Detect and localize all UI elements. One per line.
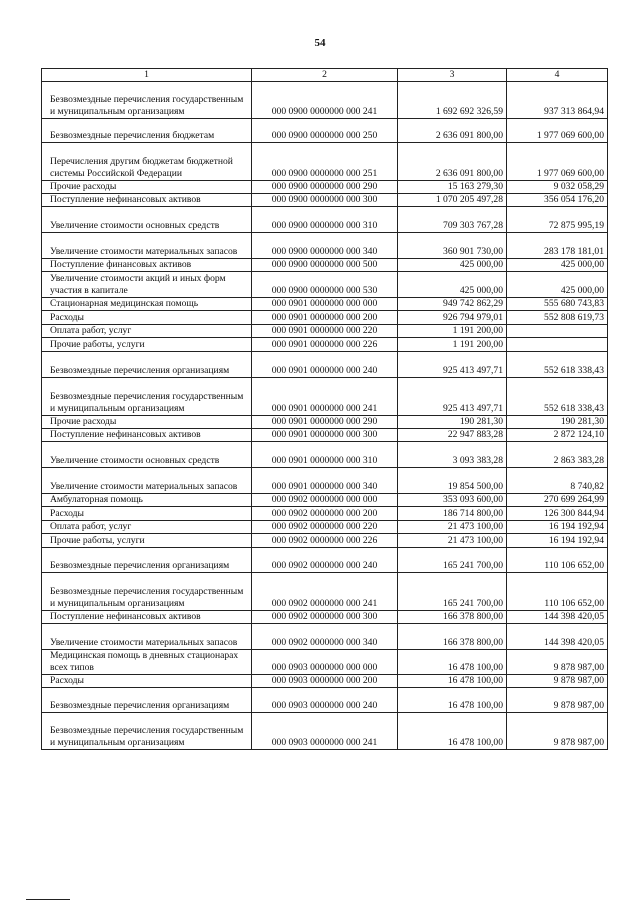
table-row — [42, 259, 608, 272]
row-value-col4: 937 313 864,94 — [507, 82, 608, 119]
table-row — [42, 521, 608, 534]
row-value-col4: 126 300 844,94 — [507, 507, 608, 521]
page-number: 54 — [314, 37, 326, 49]
row-name: Прочие расходы — [42, 181, 252, 194]
row-name: Увеличение стоимости материальных запасов — [42, 624, 252, 650]
row-value-col3: 166 378 800,00 — [398, 611, 507, 624]
row-name: Прочие работы, услуги — [42, 338, 252, 352]
row-value-col4: 555 680 743,83 — [507, 298, 608, 311]
row-value-col3: 21 473 100,00 — [398, 534, 507, 548]
column-header: 3 — [398, 69, 507, 82]
column-header: 1 — [42, 69, 252, 82]
row-name: Безвозмездные перечисления бюджетам — [42, 119, 252, 143]
table-header-row — [42, 69, 608, 82]
row-code: 000 0900 0000000 000 300 — [252, 194, 398, 207]
row-value-col3: 2 636 091 800,00 — [398, 143, 507, 181]
row-code: 000 0902 0000000 000 200 — [252, 507, 398, 521]
row-value-col4: 552 808 619,73 — [507, 311, 608, 325]
table-row — [42, 675, 608, 688]
row-name: Увеличение стоимости основных средств — [42, 207, 252, 233]
row-value-col3: 1 692 692 326,59 — [398, 82, 507, 119]
table-row — [42, 650, 608, 675]
row-name: Увеличение стоимости акций и иных форм участия в капитале — [42, 272, 252, 298]
row-value-col3: 1 070 205 497,28 — [398, 194, 507, 207]
row-name: Стационарная медицинская помощь — [42, 298, 252, 311]
row-value-col3: 21 473 100,00 — [398, 521, 507, 534]
row-value-col3: 425 000,00 — [398, 272, 507, 298]
table-row — [42, 494, 608, 507]
row-value-col4: 144 398 420,05 — [507, 624, 608, 650]
row-name: Расходы — [42, 675, 252, 688]
row-value-col4: 270 699 264,99 — [507, 494, 608, 507]
table-row — [42, 624, 608, 650]
row-name: Расходы — [42, 507, 252, 521]
row-value-col4: 2 872 124,10 — [507, 429, 608, 442]
table-row — [42, 119, 608, 143]
row-value-col4 — [507, 338, 608, 352]
row-value-col3: 16 478 100,00 — [398, 650, 507, 675]
row-name: Поступление финансовых активов — [42, 259, 252, 272]
row-value-col3: 925 413 497,71 — [398, 352, 507, 378]
row-name: Безвозмездные перечисления организациям — [42, 688, 252, 713]
row-value-col3: 16 478 100,00 — [398, 688, 507, 713]
row-code: 000 0902 0000000 000 240 — [252, 548, 398, 573]
row-code: 000 0901 0000000 000 220 — [252, 325, 398, 338]
row-code: 000 0902 0000000 000 000 — [252, 494, 398, 507]
table-row — [42, 143, 608, 181]
row-value-col4: 110 106 652,00 — [507, 548, 608, 573]
row-name: Медицинская помощь в дневных стационарах всех типов — [42, 650, 252, 675]
table-row — [42, 688, 608, 713]
row-value-col3: 925 413 497,71 — [398, 378, 507, 416]
table-row — [42, 207, 608, 233]
row-value-col4: 9 878 987,00 — [507, 675, 608, 688]
row-name: Увеличение стоимости основных средств — [42, 442, 252, 468]
row-value-col4: 425 000,00 — [507, 259, 608, 272]
row-name: Прочие работы, услуги — [42, 534, 252, 548]
row-value-col4: 9 032 058,29 — [507, 181, 608, 194]
row-name: Прочие расходы — [42, 416, 252, 429]
row-value-col4: 1 977 069 600,00 — [507, 143, 608, 181]
row-code: 000 0901 0000000 000 000 — [252, 298, 398, 311]
row-name: Поступление нефинансовых активов — [42, 429, 252, 442]
row-value-col3: 186 714 800,00 — [398, 507, 507, 521]
footnote-divider — [26, 899, 70, 900]
row-code: 000 0903 0000000 000 000 — [252, 650, 398, 675]
row-value-col4: 552 618 338,43 — [507, 378, 608, 416]
row-code: 000 0902 0000000 000 241 — [252, 573, 398, 611]
row-code: 000 0901 0000000 000 226 — [252, 338, 398, 352]
table-row — [42, 181, 608, 194]
row-name: Безвозмездные перечисления государственным и муниципальным организациям — [42, 573, 252, 611]
row-code: 000 0901 0000000 000 300 — [252, 429, 398, 442]
row-code: 000 0902 0000000 000 220 — [252, 521, 398, 534]
row-name: Безвозмездные перечисления организациям — [42, 352, 252, 378]
row-value-col3: 949 742 862,29 — [398, 298, 507, 311]
table-row — [42, 416, 608, 429]
table-row — [42, 272, 608, 298]
row-code: 000 0901 0000000 000 200 — [252, 311, 398, 325]
row-value-col3: 16 478 100,00 — [398, 713, 507, 750]
table-row — [42, 194, 608, 207]
row-name: Расходы — [42, 311, 252, 325]
row-value-col3: 15 163 279,30 — [398, 181, 507, 194]
row-value-col4: 110 106 652,00 — [507, 573, 608, 611]
column-header: 2 — [252, 69, 398, 82]
table-row — [42, 352, 608, 378]
row-name: Безвозмездные перечисления государственным и муниципальным организациям — [42, 713, 252, 750]
row-name: Увеличение стоимости материальных запасов — [42, 468, 252, 494]
table-row — [42, 611, 608, 624]
row-value-col3: 3 093 383,28 — [398, 442, 507, 468]
table-row — [42, 233, 608, 259]
table-row — [42, 573, 608, 611]
table-row — [42, 507, 608, 521]
table-row — [42, 429, 608, 442]
row-value-col4: 9 878 987,00 — [507, 688, 608, 713]
row-value-col4: 283 178 181,01 — [507, 233, 608, 259]
row-value-col4: 425 000,00 — [507, 272, 608, 298]
row-code: 000 0901 0000000 000 310 — [252, 442, 398, 468]
column-header: 4 — [507, 69, 608, 82]
row-value-col3: 165 241 700,00 — [398, 548, 507, 573]
row-value-col3: 709 303 767,28 — [398, 207, 507, 233]
row-value-col3: 425 000,00 — [398, 259, 507, 272]
row-name: Поступление нефинансовых активов — [42, 194, 252, 207]
row-code: 000 0900 0000000 000 340 — [252, 233, 398, 259]
row-value-col3: 360 901 730,00 — [398, 233, 507, 259]
table-row — [42, 378, 608, 416]
row-code: 000 0901 0000000 000 240 — [252, 352, 398, 378]
table-row — [42, 468, 608, 494]
row-name: Безвозмездные перечисления государственным и муниципальным организациям — [42, 378, 252, 416]
row-value-col4: 72 875 995,19 — [507, 207, 608, 233]
row-value-col4: 8 740,82 — [507, 468, 608, 494]
row-value-col4: 16 194 192,94 — [507, 534, 608, 548]
row-value-col3: 16 478 100,00 — [398, 675, 507, 688]
row-name: Оплата работ, услуг — [42, 325, 252, 338]
row-value-col3: 165 241 700,00 — [398, 573, 507, 611]
table-row — [42, 548, 608, 573]
row-code: 000 0900 0000000 000 251 — [252, 143, 398, 181]
table-row — [42, 311, 608, 325]
row-value-col4 — [507, 325, 608, 338]
table-body — [42, 82, 608, 750]
table-row — [42, 82, 608, 119]
table-row — [42, 325, 608, 338]
table-row — [42, 298, 608, 311]
row-value-col3: 2 636 091 800,00 — [398, 119, 507, 143]
row-code: 000 0901 0000000 000 290 — [252, 416, 398, 429]
row-code: 000 0900 0000000 000 241 — [252, 82, 398, 119]
row-value-col4: 9 878 987,00 — [507, 713, 608, 750]
row-code: 000 0900 0000000 000 290 — [252, 181, 398, 194]
row-value-col3: 22 947 883,28 — [398, 429, 507, 442]
row-code: 000 0902 0000000 000 300 — [252, 611, 398, 624]
row-name: Оплата работ, услуг — [42, 521, 252, 534]
row-value-col3: 190 281,30 — [398, 416, 507, 429]
row-code: 000 0903 0000000 000 240 — [252, 688, 398, 713]
row-value-col4: 9 878 987,00 — [507, 650, 608, 675]
row-value-col4: 144 398 420,05 — [507, 611, 608, 624]
row-value-col4: 16 194 192,94 — [507, 521, 608, 534]
row-name: Амбулаторная помощь — [42, 494, 252, 507]
row-value-col4: 2 863 383,28 — [507, 442, 608, 468]
row-name: Увеличение стоимости материальных запасов — [42, 233, 252, 259]
row-code: 000 0903 0000000 000 200 — [252, 675, 398, 688]
table-row — [42, 534, 608, 548]
row-value-col3: 353 093 600,00 — [398, 494, 507, 507]
table-row — [42, 713, 608, 750]
row-value-col4: 1 977 069 600,00 — [507, 119, 608, 143]
row-value-col3: 166 378 800,00 — [398, 624, 507, 650]
report-table — [41, 68, 608, 750]
row-value-col3: 19 854 500,00 — [398, 468, 507, 494]
table-row — [42, 442, 608, 468]
table-row — [42, 338, 608, 352]
row-code: 000 0900 0000000 000 250 — [252, 119, 398, 143]
row-code: 000 0902 0000000 000 226 — [252, 534, 398, 548]
row-name: Перечисления другим бюджетам бюджетной системы Российской Федерации — [42, 143, 252, 181]
row-name: Поступление нефинансовых активов — [42, 611, 252, 624]
row-name: Безвозмездные перечисления государственным и муниципальным организациям — [42, 82, 252, 119]
row-value-col4: 552 618 338,43 — [507, 352, 608, 378]
row-name: Безвозмездные перечисления организациям — [42, 548, 252, 573]
row-code: 000 0903 0000000 000 241 — [252, 713, 398, 750]
row-value-col3: 926 794 979,01 — [398, 311, 507, 325]
row-value-col4: 190 281,30 — [507, 416, 608, 429]
row-value-col3: 1 191 200,00 — [398, 325, 507, 338]
row-value-col4: 356 054 176,20 — [507, 194, 608, 207]
row-code: 000 0901 0000000 000 241 — [252, 378, 398, 416]
row-code: 000 0900 0000000 000 310 — [252, 207, 398, 233]
row-code: 000 0902 0000000 000 340 — [252, 624, 398, 650]
row-code: 000 0900 0000000 000 530 — [252, 272, 398, 298]
row-code: 000 0901 0000000 000 340 — [252, 468, 398, 494]
row-code: 000 0900 0000000 000 500 — [252, 259, 398, 272]
row-value-col3: 1 191 200,00 — [398, 338, 507, 352]
